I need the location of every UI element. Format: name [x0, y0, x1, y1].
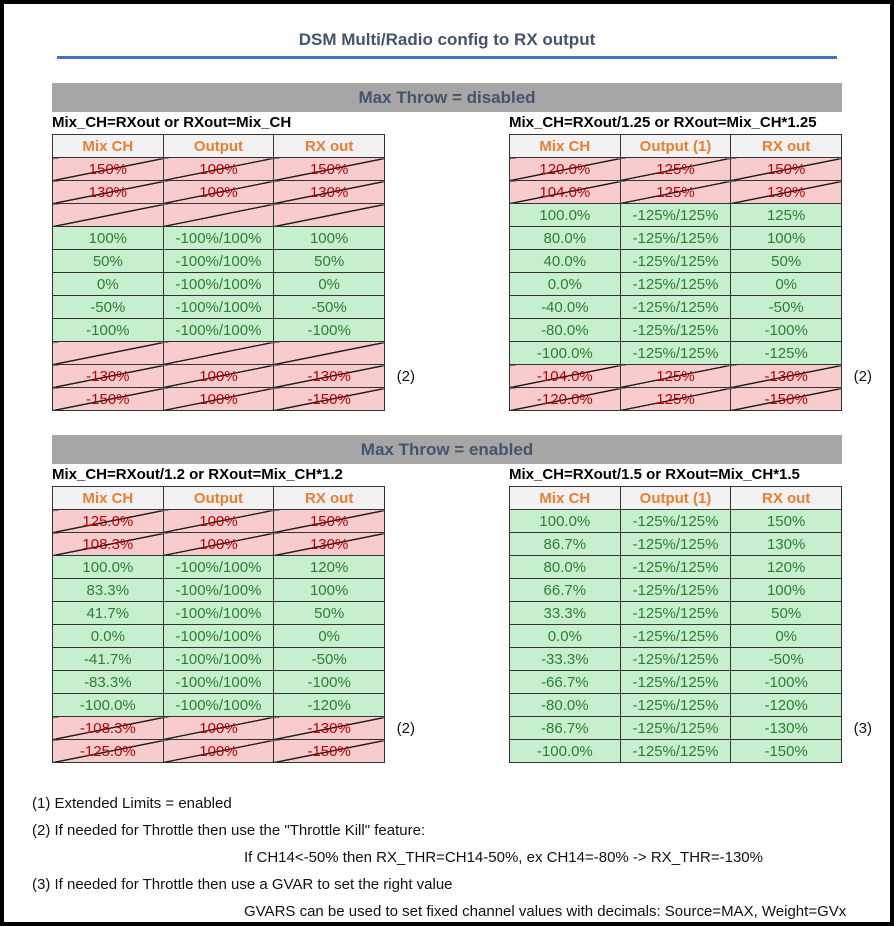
footnote: If CH14<-50% then RX_THR=CH14-50%, ex CH14=-80% -> RX_THR=-130%	[244, 849, 763, 866]
table-cell: 120.0%	[510, 158, 621, 181]
table-row	[53, 365, 385, 388]
title-underline	[57, 56, 837, 59]
table-cell: -100%/100%	[163, 694, 274, 717]
table-row	[53, 342, 385, 365]
table-cell: -125%/125%	[620, 510, 731, 533]
table-cell: -125%/125%	[620, 694, 731, 717]
table-cell: -100%/100%	[163, 250, 274, 273]
table-cell	[163, 204, 274, 227]
table-cell: -120%	[274, 694, 385, 717]
table-row	[53, 204, 385, 227]
table-row	[53, 273, 385, 296]
table-caption: Mix_CH=RXout/1.25 or RXout=Mix_CH*1.25	[509, 114, 817, 131]
table-cell: 130%	[53, 181, 164, 204]
table-row	[53, 319, 385, 342]
table-cell: 100.0%	[510, 510, 621, 533]
table-cell: -125%/125%	[620, 319, 731, 342]
table-cell: -100%/100%	[163, 648, 274, 671]
table-cell: -100%/100%	[163, 227, 274, 250]
table-row	[510, 204, 842, 227]
table-cell: 100.0%	[53, 556, 164, 579]
table-row	[53, 671, 385, 694]
table-cell: -125.0%	[53, 740, 164, 763]
table-cell: -150%	[274, 740, 385, 763]
footnote-ref: (2)	[396, 368, 415, 385]
table-cell: -100.0%	[510, 740, 621, 763]
table-cell: -108.3%	[53, 717, 164, 740]
table-row	[510, 296, 842, 319]
section-header-band: Max Throw = enabled	[52, 435, 842, 464]
table-cell: 50%	[274, 602, 385, 625]
table-row	[53, 602, 385, 625]
table-cell: -33.3%	[510, 648, 621, 671]
table-cell: -100%/100%	[163, 602, 274, 625]
table-cell: 125%	[731, 204, 842, 227]
column-header: Mix CH	[510, 487, 621, 510]
table-cell	[53, 342, 164, 365]
column-header: Mix CH	[510, 135, 621, 158]
content-area	[52, 83, 872, 763]
table-cell: -130%	[53, 365, 164, 388]
table-cell: -120.0%	[510, 388, 621, 411]
table-cell: 80.0%	[510, 227, 621, 250]
table-cell: 100%	[163, 740, 274, 763]
table-cell: -80.0%	[510, 319, 621, 342]
table-cell: 50%	[731, 250, 842, 273]
column-header: Output (1)	[620, 487, 731, 510]
table-cell: 100%	[731, 227, 842, 250]
column-header: RX out	[274, 135, 385, 158]
table-cell: 125%	[620, 365, 731, 388]
page-title: DSM Multi/Radio config to RX output	[298, 30, 596, 49]
table-cell: -100%/100%	[163, 671, 274, 694]
table-cell: -125%/125%	[620, 250, 731, 273]
table-header-row	[510, 487, 842, 510]
table-row	[53, 579, 385, 602]
table-cell: 33.3%	[510, 602, 621, 625]
table-cell: -100%/100%	[163, 579, 274, 602]
table-cell: 130%	[274, 181, 385, 204]
table-cell: -100%	[731, 671, 842, 694]
table-cell: 0%	[274, 273, 385, 296]
footnotes-section	[32, 790, 890, 925]
table-cell: 125%	[620, 181, 731, 204]
table-row	[53, 533, 385, 556]
table-cell: -50%	[274, 296, 385, 319]
table-cell: -130%	[731, 365, 842, 388]
table-cell: -125%/125%	[620, 296, 731, 319]
table-row	[510, 694, 842, 717]
table-row	[510, 250, 842, 273]
table-row	[53, 250, 385, 273]
section-header-band: Max Throw = disabled	[52, 83, 842, 112]
column-header: RX out	[274, 487, 385, 510]
table-cell: 100.0%	[510, 204, 621, 227]
table-cell: -150%	[53, 388, 164, 411]
table-caption: Mix_CH=RXout/1.2 or RXout=Mix_CH*1.2	[52, 466, 343, 483]
table-row	[510, 181, 842, 204]
table-cell: 100%	[163, 158, 274, 181]
table-cell: -100.0%	[53, 694, 164, 717]
table-cell: 108.3%	[53, 533, 164, 556]
mapping-table	[52, 134, 385, 411]
table-cell: -125%/125%	[620, 602, 731, 625]
table-cell: 150%	[731, 158, 842, 181]
table-cell: -125%/125%	[620, 740, 731, 763]
table-cell: -125%/125%	[620, 625, 731, 648]
table-cell: -83.3%	[53, 671, 164, 694]
table-cell: 100%	[731, 579, 842, 602]
table-cell: -100.0%	[510, 342, 621, 365]
footnote: (3) If needed for Throttle then use a GVAR to set the right value	[32, 876, 453, 893]
table-cell: -125%/125%	[620, 579, 731, 602]
column-header: Mix CH	[53, 135, 164, 158]
table-cell: -125%/125%	[620, 342, 731, 365]
table-cell: -125%/125%	[620, 648, 731, 671]
table-cell: 0%	[731, 625, 842, 648]
table-cell: -125%/125%	[620, 204, 731, 227]
table-cell: -130%	[274, 717, 385, 740]
table-cell: 150%	[274, 510, 385, 533]
table-cell: -100%/100%	[163, 273, 274, 296]
table-cell: -150%	[274, 388, 385, 411]
table-cell: 150%	[274, 158, 385, 181]
tables-row	[52, 466, 872, 763]
table-cell: 83.3%	[53, 579, 164, 602]
table-cell: 50%	[274, 250, 385, 273]
table-cell: -41.7%	[53, 648, 164, 671]
column-header: Output	[163, 487, 274, 510]
table-cell: 104.0%	[510, 181, 621, 204]
table-cell: 100%	[274, 579, 385, 602]
table-cell: 130%	[731, 533, 842, 556]
table-cell: -130%	[274, 365, 385, 388]
table-row	[53, 648, 385, 671]
footnote: GVARS can be used to set fixed channel values with decimals: Source=MAX, Weight=GVx	[244, 903, 847, 920]
table-cell: -125%/125%	[620, 671, 731, 694]
table-cell: -80.0%	[510, 694, 621, 717]
table-cell: 100%	[163, 181, 274, 204]
table-cell: 0.0%	[510, 273, 621, 296]
table-cell: 40.0%	[510, 250, 621, 273]
table-cell: -150%	[731, 740, 842, 763]
table-cell: 125%	[620, 158, 731, 181]
table-block	[52, 466, 415, 763]
table-row	[510, 556, 842, 579]
table-cell: -125%/125%	[620, 556, 731, 579]
table-cell: -50%	[53, 296, 164, 319]
table-cell: -125%	[731, 342, 842, 365]
footnote-ref: (3)	[853, 720, 872, 737]
table-cell: 125.0%	[53, 510, 164, 533]
table-row	[53, 181, 385, 204]
table-row	[510, 602, 842, 625]
footnote: (1) Extended Limits = enabled	[32, 795, 232, 812]
table-cell: -125%/125%	[620, 227, 731, 250]
table-cell: 100%	[163, 365, 274, 388]
table-cell: 100%	[163, 388, 274, 411]
column-header: RX out	[731, 135, 842, 158]
table-caption: Mix_CH=RXout or RXout=Mix_CH	[52, 114, 292, 131]
table-cell: 0%	[731, 273, 842, 296]
table-header-row	[53, 135, 385, 158]
table-row	[510, 717, 842, 740]
table-cell: 150%	[731, 510, 842, 533]
table-header-row	[53, 487, 385, 510]
table-cell: -50%	[731, 296, 842, 319]
table-cell: -86.7%	[510, 717, 621, 740]
table-row	[53, 740, 385, 763]
table-cell: 130%	[274, 533, 385, 556]
table-cell: -100%	[274, 319, 385, 342]
table-cell: -120%	[731, 694, 842, 717]
table-cell: -125%/125%	[620, 717, 731, 740]
table-cell: 100%	[163, 533, 274, 556]
table-row	[510, 510, 842, 533]
table-cell: -100%	[731, 319, 842, 342]
table-cell: -125%/125%	[620, 273, 731, 296]
table-cell: 66.7%	[510, 579, 621, 602]
mapping-table	[509, 134, 842, 411]
table-block	[509, 466, 872, 763]
table-cell: 120%	[731, 556, 842, 579]
mapping-table	[509, 486, 842, 763]
footnote-ref: (2)	[853, 368, 872, 385]
table-cell: 41.7%	[53, 602, 164, 625]
table-row	[510, 625, 842, 648]
footnote-ref: (2)	[396, 720, 415, 737]
table-cell: 100%	[53, 227, 164, 250]
table-row	[53, 625, 385, 648]
table-cell: -130%	[731, 717, 842, 740]
column-header: Output	[163, 135, 274, 158]
table-row	[53, 227, 385, 250]
table-row	[53, 388, 385, 411]
table-cell	[274, 204, 385, 227]
table-cell: 0.0%	[53, 625, 164, 648]
table-cell	[53, 204, 164, 227]
table-cell: -100%/100%	[163, 556, 274, 579]
column-header: RX out	[731, 487, 842, 510]
table-cell: -100%/100%	[163, 319, 274, 342]
table-row	[510, 671, 842, 694]
footnote: (2) If needed for Throttle then use the "Throttle Kill" feature:	[32, 822, 426, 839]
table-cell: -150%	[731, 388, 842, 411]
table-cell	[274, 342, 385, 365]
table-cell: -100%/100%	[163, 625, 274, 648]
table-cell: 130%	[731, 181, 842, 204]
table-cell: -66.7%	[510, 671, 621, 694]
table-row	[510, 319, 842, 342]
table-row	[53, 694, 385, 717]
table-row	[53, 717, 385, 740]
table-cell: 0%	[53, 273, 164, 296]
table-row	[510, 388, 842, 411]
table-cell: 0%	[274, 625, 385, 648]
table-cell: -40.0%	[510, 296, 621, 319]
table-block	[509, 114, 872, 411]
table-cell: 50%	[731, 602, 842, 625]
table-cell: 120%	[274, 556, 385, 579]
table-cell: -125%/125%	[620, 533, 731, 556]
table-cell: -50%	[731, 648, 842, 671]
table-row	[510, 342, 842, 365]
table-row	[510, 740, 842, 763]
table-cell: 50%	[53, 250, 164, 273]
table-row	[510, 365, 842, 388]
table-row	[53, 556, 385, 579]
table-cell: 100%	[163, 510, 274, 533]
table-cell: -100%	[53, 319, 164, 342]
column-header: Mix CH	[53, 487, 164, 510]
table-row	[510, 273, 842, 296]
table-row	[53, 158, 385, 181]
table-caption: Mix_CH=RXout/1.5 or RXout=Mix_CH*1.5	[509, 466, 800, 483]
table-header-row	[510, 135, 842, 158]
table-cell: -104.0%	[510, 365, 621, 388]
table-cell: -50%	[274, 648, 385, 671]
table-row	[510, 227, 842, 250]
table-row	[510, 158, 842, 181]
table-cell: 125%	[620, 388, 731, 411]
table-row	[510, 648, 842, 671]
table-cell: 150%	[53, 158, 164, 181]
table-row	[510, 533, 842, 556]
table-row	[53, 296, 385, 319]
table-cell: 100%	[163, 717, 274, 740]
table-cell: -100%	[274, 671, 385, 694]
table-block	[52, 114, 415, 411]
table-cell: 86.7%	[510, 533, 621, 556]
table-cell: -100%/100%	[163, 296, 274, 319]
table-row	[510, 579, 842, 602]
table-cell: 0.0%	[510, 625, 621, 648]
table-cell: 80.0%	[510, 556, 621, 579]
column-header: Output (1)	[620, 135, 731, 158]
table-row	[53, 510, 385, 533]
table-cell: 100%	[274, 227, 385, 250]
tables-row	[52, 114, 872, 411]
mapping-table	[52, 486, 385, 763]
table-cell	[163, 342, 274, 365]
